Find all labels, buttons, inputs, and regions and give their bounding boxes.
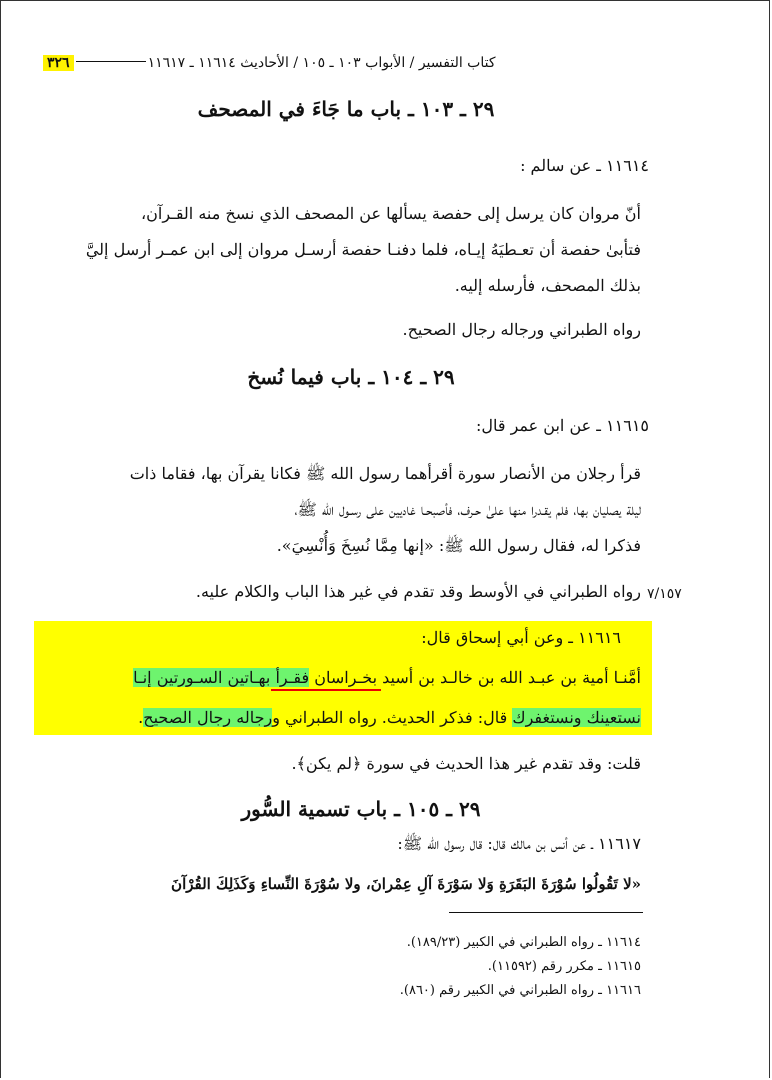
footnote-item: ١١٦١٦ ـ رواه الطبراني في الكبير رقم (٨٦٠). [399, 983, 641, 998]
green-highlight: فقـرأ بهـاتين السـورتين إنـا [133, 668, 310, 687]
footnote-rule [449, 912, 643, 913]
hadith-line: قرأ رجلان من الأنصار سورة أقرأهما رسول الله ﷺ فكانا يقرآن بها، فقاما ذات [129, 464, 641, 483]
hadith-line: أنّ مروان كان يرسل إلى حفصة يسألها عن المصحف الذي نسخ منه القـرآن، [140, 204, 641, 223]
bab-label: باب [330, 365, 362, 389]
section-number: ٢٩ ـ ١٠٣ ـ [408, 97, 495, 121]
header-rule [76, 61, 146, 62]
section-title-105 [201, 797, 521, 821]
bab-label: باب [370, 97, 402, 121]
text-run: قال: فذكر الحديث. رواه الطبراني و [272, 708, 508, 727]
text-run: . [138, 708, 144, 727]
text-run: أمَّنـا أمية بن عبـد الله بن خالـد بن أسيد بخـراسان [314, 668, 641, 687]
hadith-head-11617: ١١٦١٧ ـ عن أنس بن مالك قال: قال رسول الله ﷺ: [397, 834, 641, 853]
narration-line: رواه الطبراني ورجاله رجال الصحيح. [402, 320, 641, 339]
section-title-104 [201, 365, 501, 389]
section-number: ٢٩ ـ ١٠٤ ـ [368, 365, 455, 389]
hadith-line: بذلك المصحف، فأرسله إليه. [454, 276, 641, 295]
narration-line: رواه الطبراني في الأوسط وقد تقدم في غير هذا الباب والكلام عليه. [195, 582, 641, 601]
section-heading: ما جَاءَ في المصحف [197, 97, 364, 121]
section-number: ٢٩ ـ ١٠٥ ـ [394, 797, 481, 821]
margin-reference: ٧/١٥٧ [647, 586, 682, 602]
green-highlight: رجاله رجال الصحيح [143, 708, 273, 727]
section-heading: فيما نُسخ [247, 365, 324, 389]
bab-label: باب [356, 797, 388, 821]
section-title-103 [181, 97, 511, 121]
hadith-line: ليلة يصليان بها، فلم يقـدرا منها علىٰ حـرف، فأصبحـا غاديين على رسـول الله ﷺ، [294, 500, 641, 519]
green-highlight: نستعينك ونستغفرك [512, 708, 641, 727]
highlighted-line-2 [35, 701, 641, 735]
footnote-item: ١١٦١٤ ـ رواه الطبراني في الكبير (١٨٩/٢٣). [406, 935, 641, 950]
scholar-note: قلت: وقد تقدم غير هذا الحديث في سورة ﴿لم يكن﴾. [291, 754, 641, 773]
hadith-head-11615: ١١٦١٥ ـ عن ابن عمر قال: [475, 416, 649, 435]
page-number: ٣٢٦ [43, 55, 74, 71]
prophetic-quote: «لا تَقُولُوا سُوْرَةَ البَقَرَةِ وَلا سَوْرَةَ آلِ عِمْرانَ، ولا سُوْرَةَ النِّساءِ وَكَذَلِكَ القُرْآنَ [171, 875, 641, 893]
red-underline [271, 689, 381, 691]
hadith-head-11614: ١١٦١٤ ـ عن سالم : [520, 156, 649, 175]
hadith-line: فذكرا له، فقال رسول الله ﷺ: «إنها مِمَّا نُسِخَ وَأُنْسِيَ». [276, 536, 641, 555]
section-heading: تسمية السُّور [241, 797, 350, 821]
running-title: كتاب التفسير / الأبواب ١٠٣ ـ ١٠٥ / الأحاديث ١١٦١٤ ـ ١١٦١٧ [147, 55, 496, 71]
hadith-line: فتأبىٰ حفصة أن تعـطيَهُ إيـاه، فلما دفنـا حفصة أرسـل مروان إلى ابن عمـر أرسل إليَّ [85, 240, 641, 259]
hadith-head-11616: ١١٦١٦ ـ وعن أبي إسحاق قال: [421, 628, 621, 647]
footnote-item: ١١٦١٥ ـ مكرر رقم (١١٥٩٢). [487, 959, 641, 974]
running-header [41, 55, 643, 71]
